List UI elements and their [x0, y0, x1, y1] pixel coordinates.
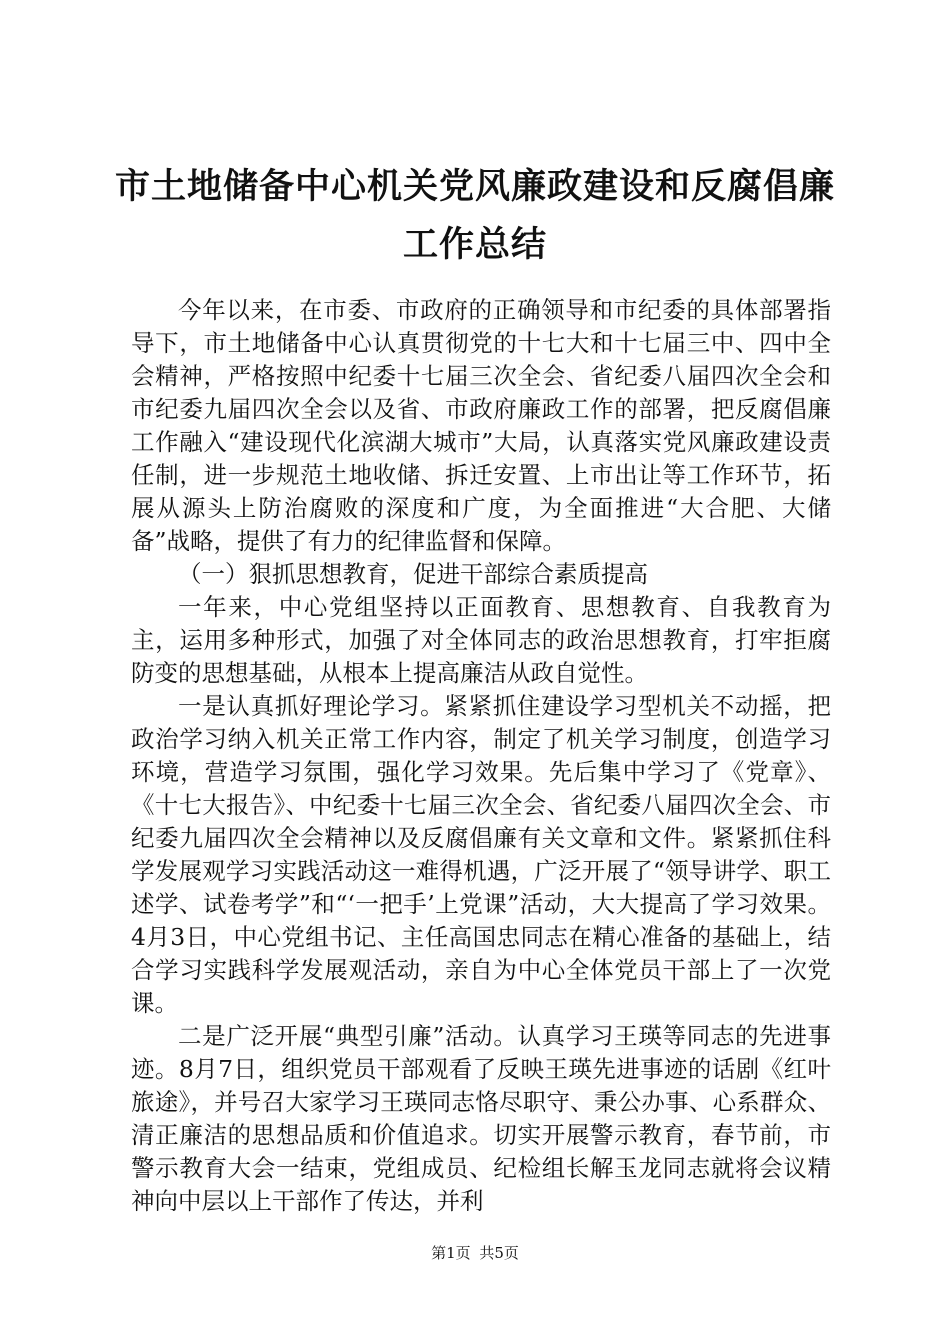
- paragraph-section-intro: 一年来，中心党组坚持以正面教育、思想教育、自我教育为主，运用多种形式，加强了对全体同志的政治思想教育，打牢拒腐防变的思想基础，从根本上提高廉洁从政自觉性。: [131, 593, 831, 687]
- document-title: [100, 158, 850, 274]
- page-total: 共5页: [479, 1244, 519, 1262]
- section-heading: （一）狠抓思想教育，促进干部综合素质提高: [178, 560, 648, 588]
- document-body: [131, 294, 831, 1218]
- paragraph-theory-study: 一是认真抓好理论学习。紧紧抓住建设学习型机关不动摇，把政治学习纳入机关正常工作内容，制定了机关学习制度，创造学习环境，营造学习氛围，强化学习效果。先后集中学习了《党章》、《十七大报告》、中纪委十七届三次全会、省纪委八届四次全会、市纪委九届四次全会精神以及反腐倡廉有关文章和文件。紧紧抓住科学发展观学习实践活动这一难得机遇，广泛开展了“领导讲学、职工述学、试卷考学”和“‘一把手’上党课”活动，大大提高了学习效果。4月3日，中心党组书记、主任高国忠同志在精心准备的基础上，结合学习实践科学发展观活动，亲自为中心全体党员干部上了一次党课。: [131, 692, 831, 1017]
- title-line-1: 市土地储备中心机关党风廉政建设和反腐倡廉: [114, 166, 835, 207]
- paragraph-role-model: 二是广泛开展“典型引廉”活动。认真学习王瑛等同志的先进事迹。8月7日，组织党员干部观看了反映王瑛先进事迹的话剧《红叶旅途》，并号召大家学习王瑛同志恪尽职守、秉公办事、心系群众、清正廉洁的思想品质和价值追求。切实开展警示教育，春节前，市警示教育大会一结束，党组成员、纪检组长解玉龙同志就将会议精神向中层以上干部作了传达，并利: [131, 1022, 831, 1215]
- title-line-2: 工作总结: [402, 224, 547, 265]
- page-footer: [0, 1243, 950, 1263]
- paragraph-intro: 今年以来，在市委、市政府的正确领导和市纪委的具体部署指导下，市土地储备中心认真贯彻党的十七大和十七届三中、四中全会精神，严格按照中纪委十七届三次全会、省纪委八届四次全会和市纪委九届四次全会以及省、市政府廉政工作的部署，把反腐倡廉工作融入“建设现代化滨湖大城市”大局，认真落实党风廉政建设责任制，进一步规范土地收储、拆迁安置、上市出让等工作环节，拓展从源头上防治腐败的深度和广度，为全面推进“大合肥、大储备”战略，提供了有力的纪律监督和保障。: [131, 296, 831, 555]
- page-number: 第1页: [431, 1244, 471, 1262]
